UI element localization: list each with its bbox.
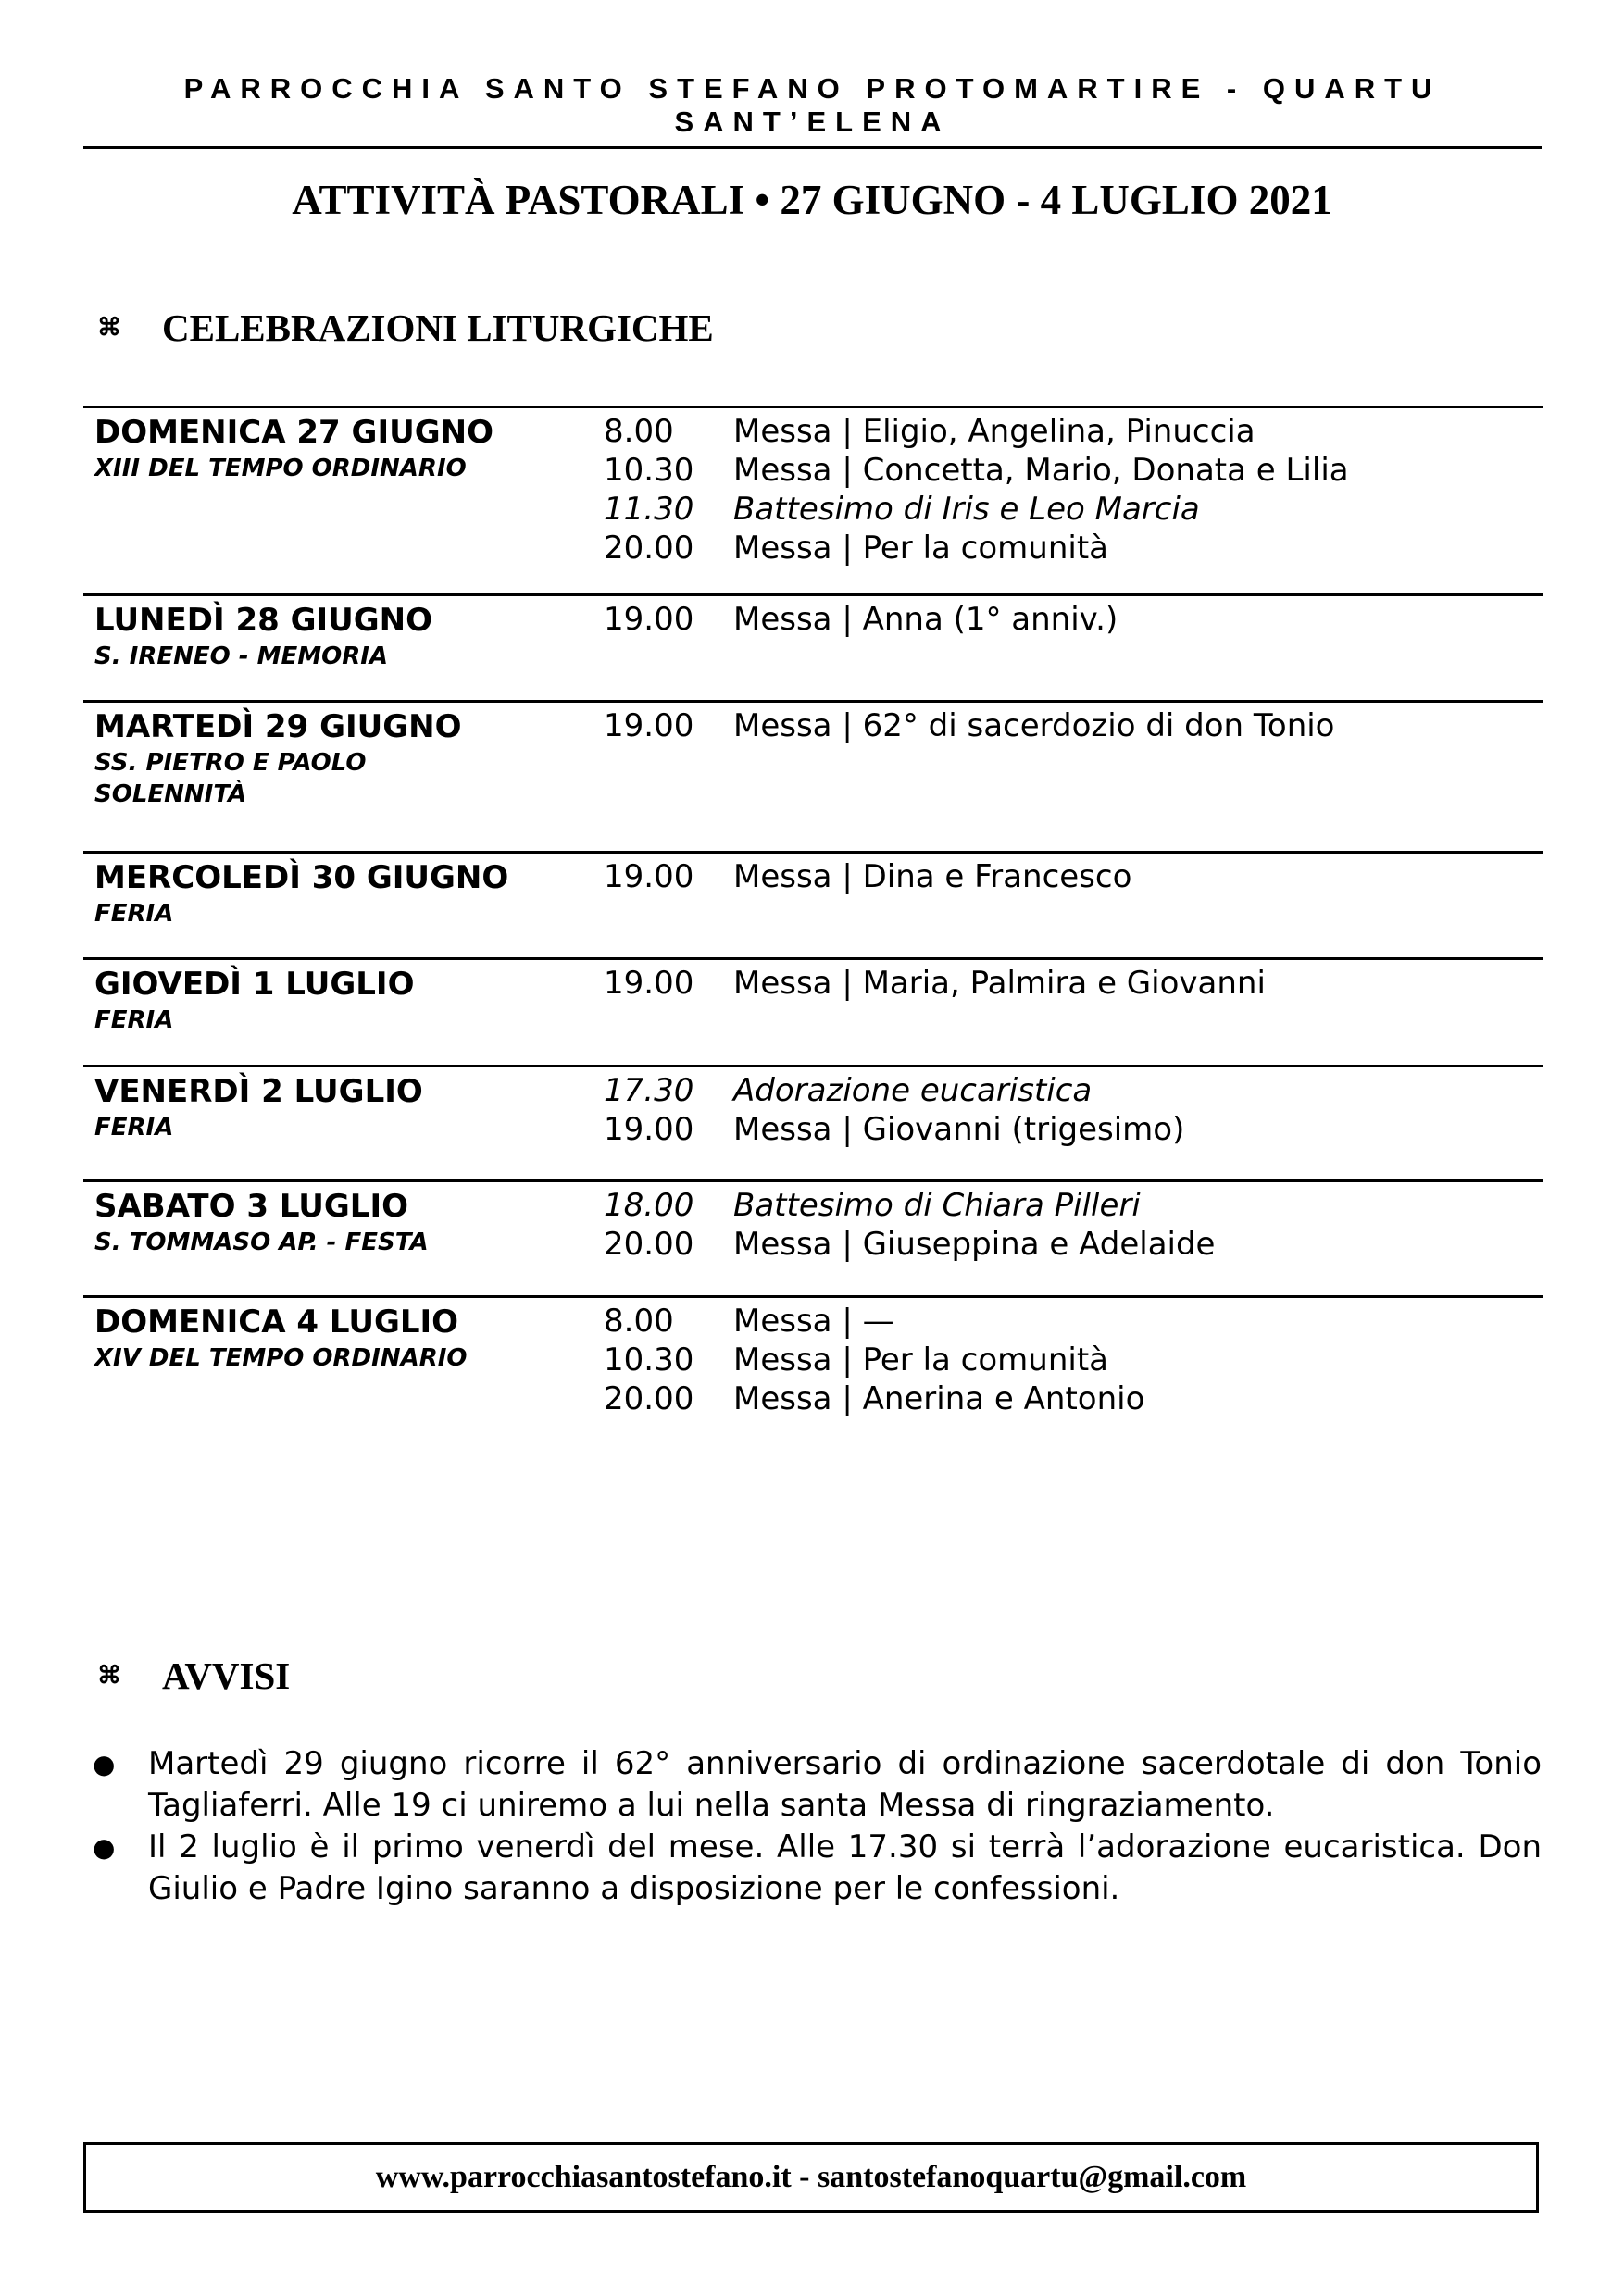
liturgy-schedule xyxy=(83,406,1543,1437)
bullet-dot-icon: ● xyxy=(93,1749,116,1779)
bullet-dot-icon: ● xyxy=(93,1832,116,1863)
day-row xyxy=(83,957,1543,1065)
slot-text: Messa | Giuseppina e Adelaide xyxy=(733,1226,1216,1263)
parish-header: PARROCCHIA SANTO STEFANO PROTOMARTIRE - QUARTU SANT’ELENA xyxy=(83,72,1542,149)
slot-text: Messa | Anna (1° anniv.) xyxy=(733,601,1118,638)
day-row xyxy=(83,851,1543,957)
liturgy-section-heading xyxy=(97,306,714,350)
list-item xyxy=(93,1743,1542,1827)
day-name: DOMENICA 4 LUGLIO xyxy=(94,1304,459,1341)
slot-time: 20.00 xyxy=(604,1380,694,1417)
day-subtitle: XIV DEL TEMPO ORDINARIO xyxy=(94,1344,468,1372)
day-row xyxy=(83,406,1543,593)
day-name: LUNEDÌ 28 GIUGNO xyxy=(94,602,433,639)
slot-time: 19.00 xyxy=(604,858,694,895)
sparkle-bullet-icon: ⌘ xyxy=(97,314,121,341)
slot-time: 10.30 xyxy=(604,452,694,489)
slot xyxy=(604,857,1131,896)
slot-time: 19.00 xyxy=(604,965,694,1002)
slot xyxy=(604,529,1349,568)
slot-text: Battesimo di Iris e Leo Marcia xyxy=(733,491,1200,528)
slot xyxy=(604,1302,1144,1341)
slot xyxy=(604,1110,1184,1149)
slot xyxy=(604,1225,1215,1264)
avviso-text: Martedì 29 giugno ricorre il 62° anniversario di ordinazione sacerdotale di don Tonio Tagliaferri. Alle 19 ci uniremo a lui nella santa Messa di ringraziamento. xyxy=(148,1745,1542,1824)
day-name: DOMENICA 27 GIUGNO xyxy=(94,414,493,451)
slot-text: Battesimo di Chiara Pilleri xyxy=(733,1187,1141,1224)
page-title: ATTIVITÀ PASTORALI • 27 GIUGNO - 4 LUGLIO 2021 xyxy=(292,177,1332,223)
slot xyxy=(604,490,1349,529)
day-subtitle: S. TOMMASO AP. - FESTA xyxy=(94,1229,429,1256)
slot-time: 18.00 xyxy=(604,1187,694,1224)
footer-contacts: www.parrocchiasantostefano.it - santostefanoquartu@gmail.com xyxy=(83,2142,1539,2213)
slot-text: Adorazione eucaristica xyxy=(733,1072,1093,1109)
day-row xyxy=(83,1065,1543,1179)
slot-text: Messa | Dina e Francesco xyxy=(733,858,1132,895)
day-subtitle: SS. PIETRO E PAOLO xyxy=(94,749,367,777)
slot xyxy=(604,600,1118,639)
day-name: SABATO 3 LUGLIO xyxy=(94,1188,409,1225)
slot-time: 20.00 xyxy=(604,1226,694,1263)
slot-time: 8.00 xyxy=(604,1303,674,1340)
avviso-text: Il 2 luglio è il primo venerdì del mese. Alle 17.30 si terrà l’adorazione eucaristica. Don Giulio e Padre Igino saranno a disposizione per le confessioni. xyxy=(148,1828,1542,1907)
day-subtitle: FERIA xyxy=(94,900,174,928)
slot-text: Messa | Giovanni (trigesimo) xyxy=(733,1111,1185,1148)
day-subtitle: S. IRENEO - MEMORIA xyxy=(94,643,389,670)
day-subtitle: SOLENNITÀ xyxy=(94,780,247,808)
avvisi-section-heading xyxy=(97,1653,290,1698)
day-subtitle: FERIA xyxy=(94,1006,174,1034)
slot-time: 19.00 xyxy=(604,1111,694,1148)
day-name: MERCOLEDÌ 30 GIUGNO xyxy=(94,859,509,896)
day-name: VENERDÌ 2 LUGLIO xyxy=(94,1073,423,1110)
slot xyxy=(604,964,1266,1003)
slot-text: Messa | Per la comunità xyxy=(733,1341,1108,1379)
day-row xyxy=(83,593,1543,700)
slot-text: Messa | Per la comunità xyxy=(733,530,1108,567)
slot xyxy=(604,1341,1144,1379)
slot-text: Messa | Maria, Palmira e Giovanni xyxy=(733,965,1266,1002)
day-name: MARTEDÌ 29 GIUGNO xyxy=(94,708,462,745)
slot-time: 19.00 xyxy=(604,601,694,638)
day-row xyxy=(83,1179,1543,1295)
day-row xyxy=(83,700,1543,851)
slot xyxy=(604,412,1349,451)
slot-time: 11.30 xyxy=(604,491,694,528)
slot-text: Messa | Eligio, Angelina, Pinuccia xyxy=(733,413,1255,450)
liturgy-section-title: CELEBRAZIONI LITURGICHE xyxy=(162,306,714,349)
day-name: GIOVEDÌ 1 LUGLIO xyxy=(94,966,415,1003)
slot-text: Messa | Anerina e Antonio xyxy=(733,1380,1145,1417)
slot-time: 10.30 xyxy=(604,1341,694,1379)
slot-time: 20.00 xyxy=(604,530,694,567)
avvisi-list xyxy=(93,1743,1542,1910)
slot-text: Messa | 62° di sacerdozio di don Tonio xyxy=(733,707,1335,744)
slot-text: Messa | — xyxy=(733,1303,894,1340)
day-subtitle: FERIA xyxy=(94,1114,174,1142)
avvisi-section-title: AVVISI xyxy=(162,1654,291,1697)
slot-text: Messa | Concetta, Mario, Donata e Lilia xyxy=(733,452,1349,489)
slot-time: 8.00 xyxy=(604,413,674,450)
sparkle-bullet-icon: ⌘ xyxy=(97,1662,121,1689)
slot xyxy=(604,706,1335,745)
slot xyxy=(604,1186,1215,1225)
day-subtitle: XIII DEL TEMPO ORDINARIO xyxy=(94,455,467,482)
slot-time: 17.30 xyxy=(604,1072,694,1109)
slot xyxy=(604,1071,1184,1110)
list-item xyxy=(93,1827,1542,1910)
day-row xyxy=(83,1295,1543,1437)
slot xyxy=(604,1379,1144,1418)
slot-time: 19.00 xyxy=(604,707,694,744)
slot xyxy=(604,451,1349,490)
